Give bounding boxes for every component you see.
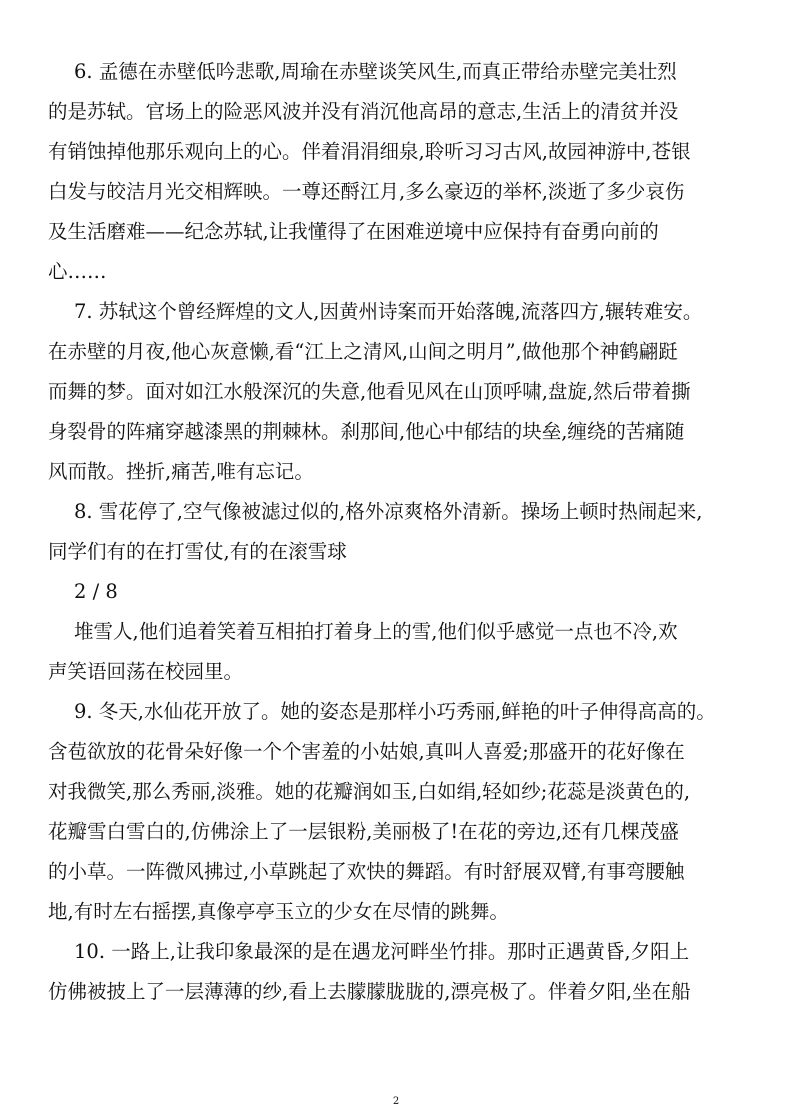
text-line: 对我微笑,那么秀丽,淡雅。她的花瓣润如玉,白如绢,轻如纱;花蕊是淡黄色的, [48,780,691,803]
text-line: 心…… [48,260,107,283]
text-line: 而舞的梦。面对如江水般深沉的失意,他看见风在山顶呼啸,盘旋,然后带着撕 [48,380,691,403]
paragraph-10 [48,932,748,1012]
text-line: 声笑语回荡在校园里。 [48,660,244,683]
text-line: 白发与皎洁月光交相辉映。一尊还酹江月,多么豪迈的举杯,淡逝了多少哀伤 [48,180,685,203]
text-line: 有销蚀掉他那乐观向上的心。伴着涓涓细泉,聆听习习古风,故园神游中,苍银 [48,140,691,163]
text-line: 8. 雪花停了,空气像被滤过似的,格外凉爽格外清新。操场上顿时热闹起来, [74,500,703,523]
text-line: 堆雪人,他们追着笑着互相拍打着身上的雪,他们似乎感觉一点也不冷,欢 [74,620,678,643]
text-line: 及生活磨难——纪念苏轼,让我懂得了在困难逆境中应保持有奋勇向前的 [48,220,659,243]
text-line: 仿佛被披上了一层薄薄的纱,看上去朦朦胧胧的,漂亮极了。伴着夕阳,坐在船 [48,980,691,1003]
text-line: 6. 孟德在赤壁低吟悲歌,周瑜在赤壁谈笑风生,而真正带给赤壁完美壮烈 [74,60,677,83]
text-line: 7. 苏轼这个曾经辉煌的文人,因黄州诗案而开始落魄,流落四方,辗转难安。 [74,300,703,323]
text-line: 同学们有的在打雪仗,有的在滚雪球 [48,540,347,563]
text-line: 10. 一路上,让我印象最深的是在遇龙河畔坐竹排。那时正遇黄昏,夕阳上 [74,940,690,963]
text-line: 花瓣雪白雪白的,仿佛涂上了一层银粉,美丽极了!在花的旁边,还有几棵茂盛 [48,820,679,843]
document-body [48,52,748,1012]
paragraph-7 [48,292,748,492]
page-indicator [48,572,748,612]
paragraph-6 [48,52,748,292]
text-line: 地,有时左右摇摆,真像亭亭玉立的少女在尽情的跳舞。 [48,900,509,923]
page-number: 2 [392,1096,400,1107]
text-line: 在赤壁的月夜,他心灰意懒,看“江上之清风,山间之明月”,做他那个神鹤翩跹 [48,340,678,363]
paragraph-8 [48,492,748,572]
text-line: 风而散。挫折,痛苦,唯有忘记。 [48,460,314,483]
paragraph-8-continued [48,612,748,692]
text-line: 9. 冬天,水仙花开放了。她的姿态是那样小巧秀丽,鲜艳的叶子伸得高高的。 [74,700,716,723]
text-line: 身裂骨的阵痛穿越漆黑的荆棘林。刹那间,他心中郁结的块垒,缠绕的苦痛随 [48,420,685,443]
paragraph-9 [48,692,748,932]
text-line: 的小草。一阵微风拂过,小草跳起了欢快的舞蹈。有时舒展双臂,有事弯腰触 [48,860,685,883]
page-indicator-text: 2 / 8 [74,580,118,603]
text-line: 的是苏轼。官场上的险恶风波并没有消沉他高昂的意志,生活上的清贫并没 [48,100,679,123]
text-line: 含苞欲放的花骨朵好像一个个害羞的小姑娘,真叫人喜爱;那盛开的花好像在 [48,740,685,763]
